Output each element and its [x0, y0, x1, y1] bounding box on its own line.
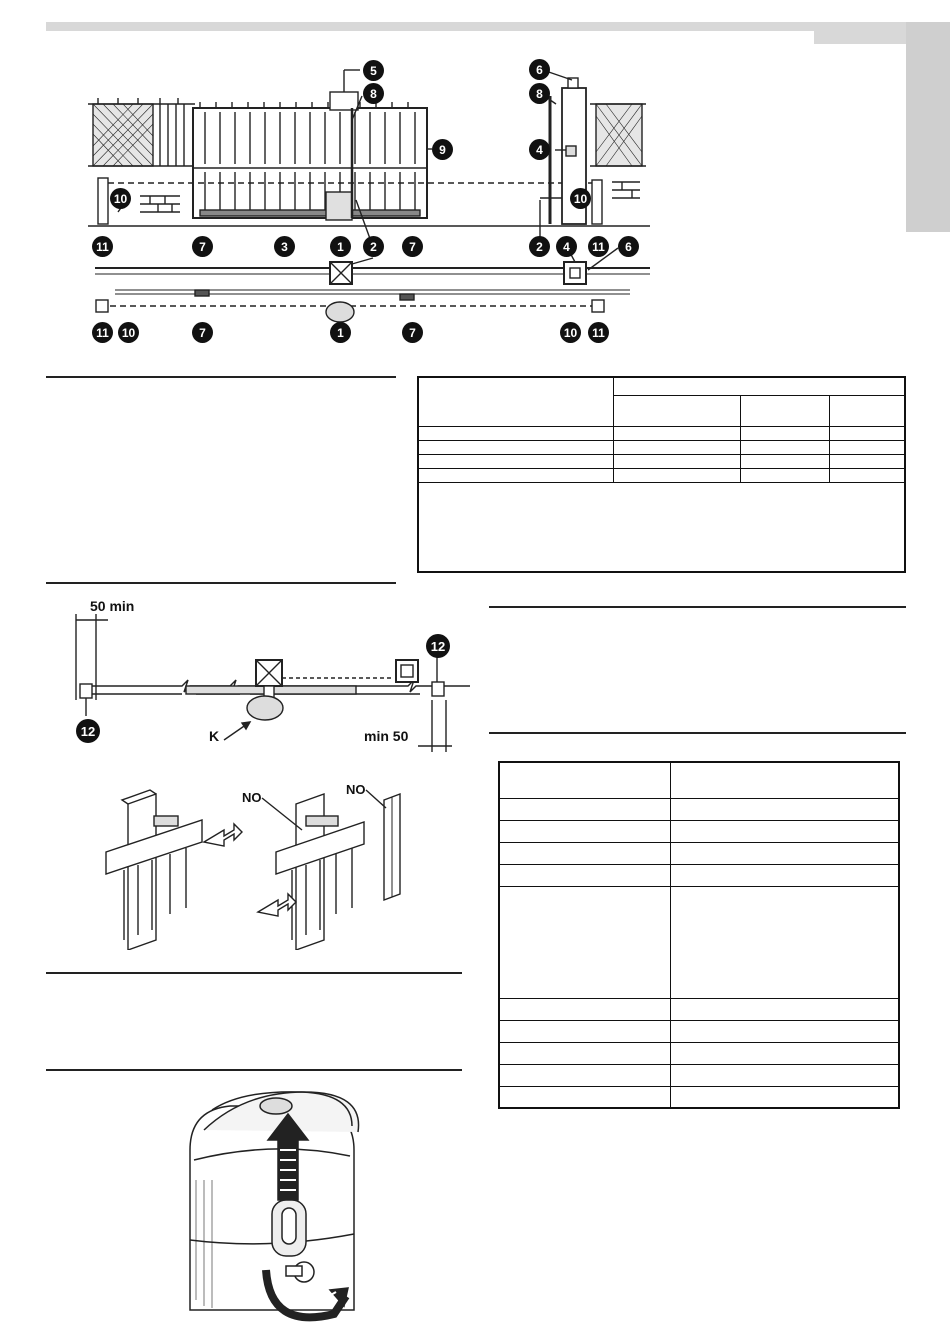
callout-2: 2 — [363, 236, 384, 257]
table-row — [499, 998, 899, 1020]
callout-11: 11 — [588, 236, 609, 257]
bracket-mounting-figure — [0, 780, 470, 950]
callout-10: 10 — [570, 188, 591, 209]
section-rule — [489, 606, 906, 608]
callout-9: 9 — [432, 139, 453, 160]
callout-1: 1 — [330, 236, 351, 257]
table-row — [418, 440, 905, 454]
callout-6: 6 — [529, 59, 550, 80]
section-rule — [46, 972, 462, 974]
motor-release-figure — [0, 1080, 470, 1344]
table-row-tall — [499, 886, 899, 998]
callout-11: 11 — [588, 322, 609, 343]
callout-2: 2 — [529, 236, 550, 257]
table-row — [418, 426, 905, 440]
upper-right-table — [417, 376, 906, 573]
lower-right-table — [498, 761, 900, 1109]
table-header-cell — [499, 762, 671, 798]
callout-4: 4 — [556, 236, 577, 257]
table-header-cell — [741, 395, 830, 426]
table-row — [499, 1020, 899, 1042]
callout-5: 5 — [363, 60, 384, 81]
table-row — [499, 798, 899, 820]
callout-7: 7 — [192, 322, 213, 343]
callout-7: 7 — [192, 236, 213, 257]
callout-6: 6 — [618, 236, 639, 257]
gate-installation-figure — [0, 0, 950, 360]
callout-3: 3 — [274, 236, 295, 257]
table-header-cell — [671, 762, 900, 798]
table-header-row — [499, 762, 899, 798]
callout-12: 12 — [426, 634, 450, 658]
table-row — [418, 468, 905, 482]
table-row — [499, 820, 899, 842]
callout-12: 12 — [76, 719, 100, 743]
no-label-right: NO — [346, 782, 366, 797]
table-header-cell — [830, 395, 906, 426]
callout-7: 7 — [402, 236, 423, 257]
dimension-label-min50: min 50 — [364, 728, 409, 744]
callout-10: 10 — [118, 322, 139, 343]
section-rule — [46, 376, 396, 378]
table-notes-row — [418, 482, 905, 572]
callout-8: 8 — [529, 83, 550, 104]
callout-1: 1 — [330, 322, 351, 343]
no-label-left: NO — [242, 790, 262, 805]
callout-10: 10 — [560, 322, 581, 343]
table-header-group-cell — [614, 377, 906, 395]
table-row — [418, 454, 905, 468]
table-row — [499, 1064, 899, 1086]
section-rule — [46, 1069, 462, 1071]
callout-4: 4 — [529, 139, 550, 160]
table-row — [499, 1042, 899, 1064]
callout-10: 10 — [110, 188, 131, 209]
callout-11: 11 — [92, 322, 113, 343]
table-header-cell — [418, 377, 614, 426]
callout-7: 7 — [402, 322, 423, 343]
table-row — [499, 864, 899, 886]
dimension-label-50min: 50 min — [90, 598, 135, 614]
section-rule — [489, 732, 906, 734]
table-row — [499, 842, 899, 864]
callout-8: 8 — [363, 83, 384, 104]
section-rule — [46, 582, 396, 584]
table-row — [499, 1086, 899, 1108]
table-header-cell — [614, 395, 741, 426]
component-label-k: K — [209, 728, 220, 744]
callout-11: 11 — [92, 236, 113, 257]
